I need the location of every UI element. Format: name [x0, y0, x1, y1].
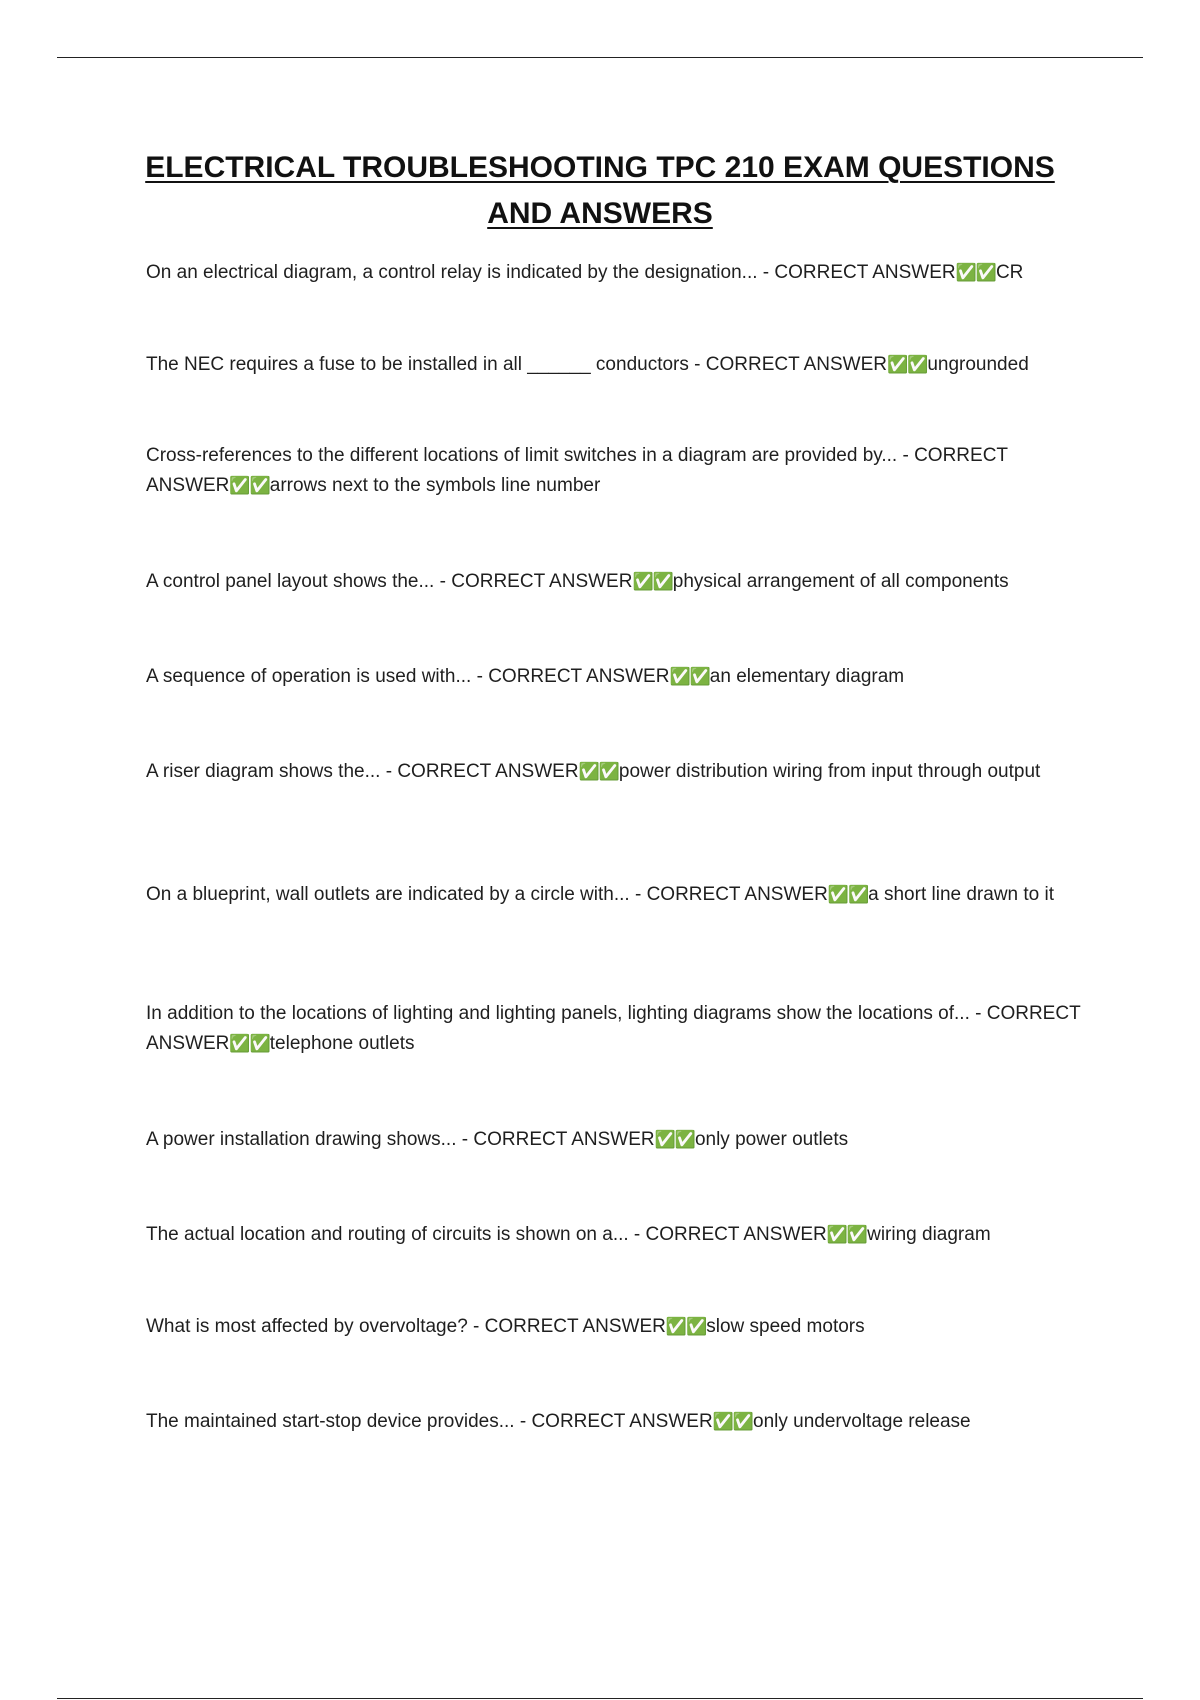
question-text: The NEC requires a fuse to be installed in all ______ conductors [146, 354, 689, 375]
qa-item [146, 441, 1096, 501]
qa-item [146, 1125, 1096, 1155]
checkmark-icon: ✅✅ [578, 762, 619, 782]
document-title [100, 145, 1100, 237]
checkmark-icon: ✅✅ [654, 1130, 695, 1150]
checkmark-icon: ✅✅ [955, 263, 996, 283]
answer-text: telephone outlets [269, 1033, 415, 1054]
answer-text: an elementary diagram [709, 666, 905, 687]
qa-item [146, 1407, 1096, 1437]
answer-separator: - CORRECT ANSWER [628, 1224, 827, 1245]
answer-text: wiring diagram [867, 1224, 991, 1245]
checkmark-icon: ✅✅ [827, 885, 869, 905]
checkmark-icon: ✅✅ [229, 1034, 270, 1054]
answer-separator: - CORRECT ANSWER [757, 262, 956, 283]
checkmark-icon: ✅✅ [229, 476, 270, 496]
question-text: A sequence of operation is used with... [146, 666, 472, 687]
question-text: In addition to the locations of lighting and lighting panels, lighting diagrams show the locations of... [146, 1003, 970, 1024]
checkmark-icon: ✅✅ [886, 355, 928, 375]
answer-text: slow speed motors [706, 1316, 865, 1337]
title-line-2: AND ANSWERS [487, 197, 713, 230]
checkmark-icon: ✅✅ [665, 1317, 707, 1337]
question-text: The actual location and routing of circuits is shown on a... [146, 1224, 629, 1245]
answer-separator: - CORRECT ANSWER [514, 1411, 713, 1432]
answer-text: CR [995, 262, 1024, 283]
answer-separator: - CORRECT ANSWER [629, 884, 828, 905]
answer-text: power distribution wiring from input through output [618, 761, 1041, 782]
answer-separator: - CORRECT ANSWER [146, 1003, 1081, 1054]
answer-separator: - CORRECT ANSWER [146, 445, 1008, 496]
qa-item [146, 1220, 1096, 1250]
qa-item [146, 567, 1096, 597]
question-text: A riser diagram shows the... [146, 761, 381, 782]
bottom-rule [57, 1698, 1143, 1699]
qa-item [146, 258, 1096, 288]
title-line-1: ELECTRICAL TROUBLESHOOTING TPC 210 EXAM QUESTIONS [145, 151, 1055, 184]
qa-item [146, 662, 1096, 692]
answer-text: a short line drawn to it [868, 884, 1055, 905]
question-text: A control panel layout shows the... [146, 571, 435, 592]
qa-item [146, 999, 1096, 1059]
checkmark-icon: ✅✅ [669, 667, 710, 687]
checkmark-icon: ✅✅ [826, 1225, 868, 1245]
question-text: A power installation drawing shows... [146, 1129, 457, 1150]
qa-item [146, 1312, 1096, 1342]
checkmark-icon: ✅✅ [632, 572, 673, 592]
question-text: On a blueprint, wall outlets are indicated by a circle with... [146, 884, 630, 905]
answer-text: only undervoltage release [753, 1411, 971, 1432]
answer-separator: - CORRECT ANSWER [467, 1316, 666, 1337]
checkmark-icon: ✅✅ [712, 1412, 754, 1432]
answer-separator: - CORRECT ANSWER [471, 666, 670, 687]
top-rule [57, 57, 1143, 58]
question-text: On an electrical diagram, a control relay is indicated by the designation... [146, 262, 758, 283]
answer-text: arrows next to the symbols line number [269, 475, 601, 496]
answer-text: physical arrangement of all components [672, 571, 1009, 592]
question-text: Cross-references to the different locations of limit switches in a diagram are provided by... [146, 445, 898, 466]
answer-text: ungrounded [927, 354, 1029, 375]
answer-separator: - CORRECT ANSWER [380, 761, 579, 782]
answer-separator: - CORRECT ANSWER [456, 1129, 655, 1150]
question-text: The maintained start-stop device provides... [146, 1411, 515, 1432]
answer-separator: - CORRECT ANSWER [688, 354, 887, 375]
answer-separator: - CORRECT ANSWER [434, 571, 633, 592]
question-text: What is most affected by overvoltage? [146, 1316, 468, 1337]
qa-item [146, 350, 1096, 380]
qa-item [146, 880, 1096, 910]
qa-item [146, 757, 1096, 787]
answer-text: only power outlets [694, 1129, 849, 1150]
